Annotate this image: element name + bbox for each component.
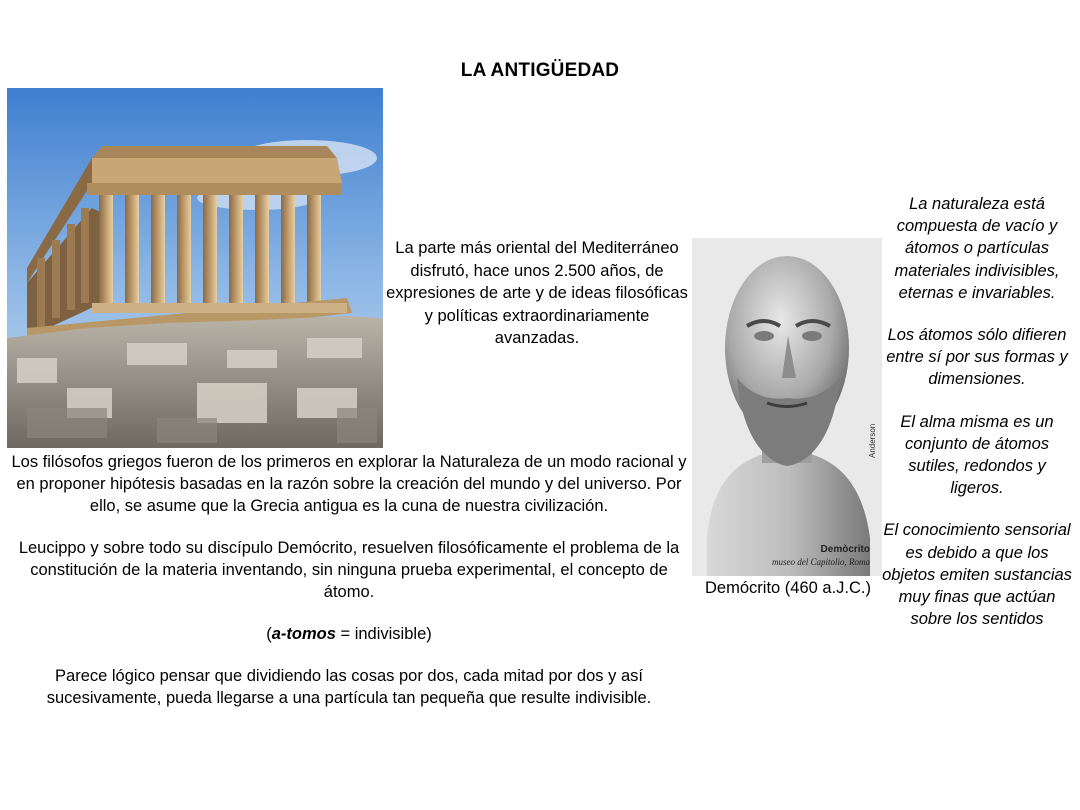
parthenon-image <box>7 88 383 448</box>
intro-paragraph: La parte más oriental del Mediterráneo disfrutó, hace unos 2.500 años, de expresiones de arte y de ideas filosóficas y políticas extraordinariamente avanzadas. <box>386 239 688 347</box>
side-note: El alma misma es un conjunto de átomos sutiles, redondos y ligeros. <box>900 412 1054 498</box>
paragraph-leucippus: Leucippo y sobre todo su discípulo Demócrito, resuelven filosóficamente el problema de la constitución de la materia inventando, sin ninguna prueba experimental, el concepto de átomo. <box>18 539 680 601</box>
bust-caption: Demócrito (460 a.J.C.) <box>705 579 871 597</box>
main-text <box>4 451 694 709</box>
paragraph-philosophers: Los filósofos griegos fueron de los primeros en explorar la Naturaleza de un modo racional y en proponer hipótesis basadas en la razón sobre la creación del mundo y del universo. Por ello, se asume que la Grecia antigua es la cuna de nuestra civilización. <box>11 453 687 515</box>
atomos-rest: = indivisible) <box>335 625 432 643</box>
side-notes <box>882 193 1072 630</box>
side-note: Los átomos sólo difieren entre sí por sus formas y dimensiones. <box>886 326 1068 389</box>
bust-inscription-name: Demòcrito <box>820 544 870 555</box>
side-note: El conocimiento sensorial es debido a que los objetos emiten sustancias muy finas que actúan sobre los sentidos <box>882 521 1072 629</box>
bust-inscription-place: museo del Capitolio, Roma <box>772 557 870 567</box>
page-title: LA ANTIGÜEDAD <box>460 60 620 81</box>
paragraph-division: Parece lógico pensar que dividiendo las cosas por dos, cada mitad por dos y así sucesivamente, pueda llegarse a una partícula tan pequeña que resulte indivisible. <box>46 667 652 707</box>
democritus-bust-image <box>692 238 882 576</box>
bust-inscription-side: Anderson <box>868 423 877 458</box>
paragraph-atomos <box>4 623 694 645</box>
side-note: La naturaleza está compuesta de vacío y átomos o partículas materiales indivisibles, eternas e invariables. <box>894 195 1060 302</box>
atomos-term: a-tomos <box>271 625 336 643</box>
atomos-open: ( <box>266 625 272 643</box>
